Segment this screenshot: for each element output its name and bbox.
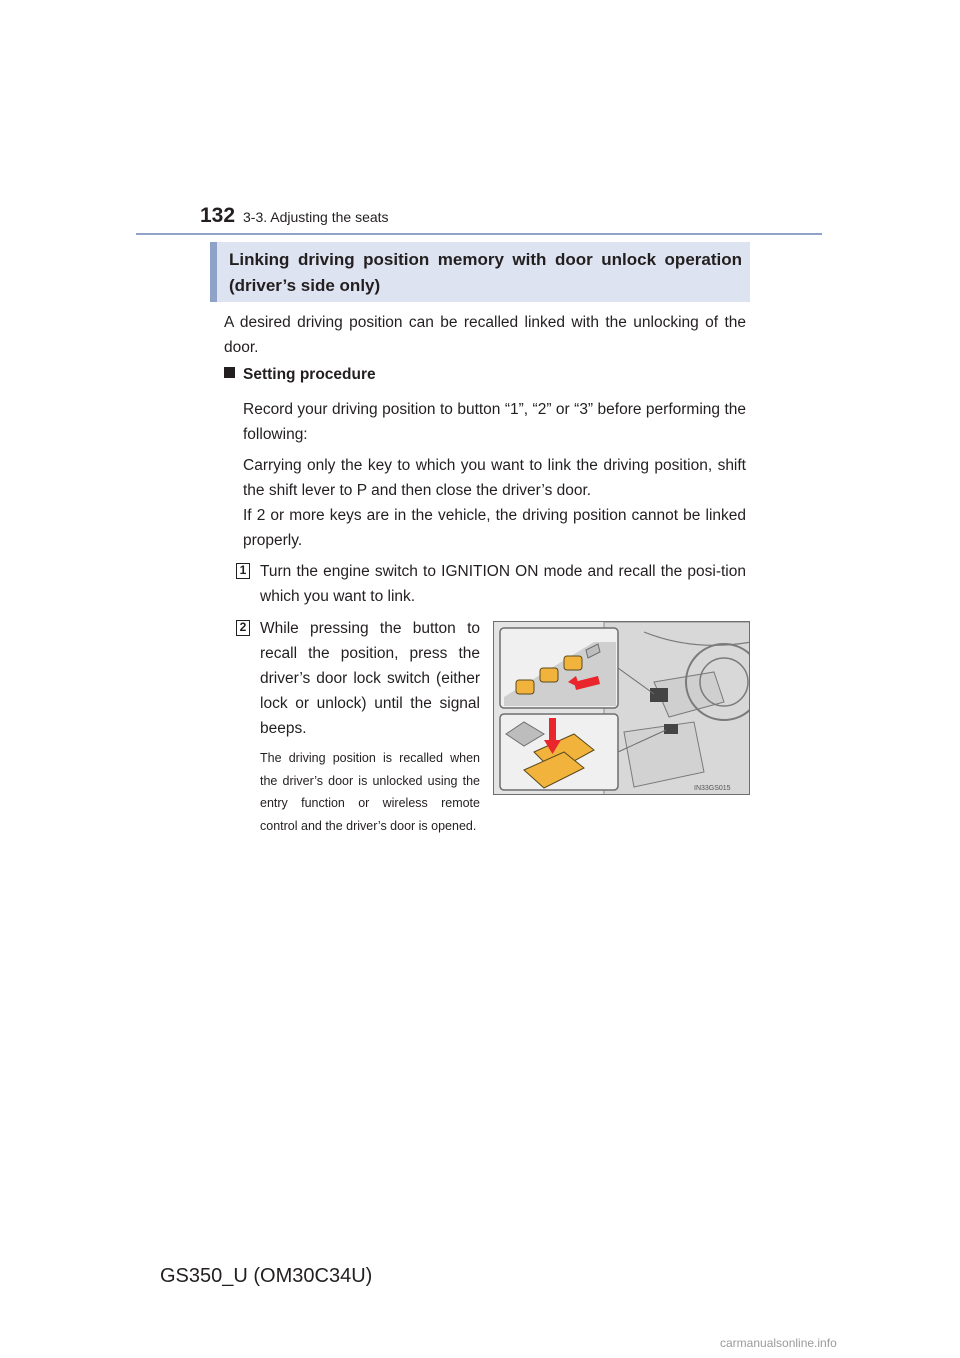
step-1-text: Turn the engine switch to IGNITION ON mode and recall the posi-tion which you want to link.	[260, 563, 746, 605]
header-divider	[136, 233, 822, 235]
section-reference: 3-3. Adjusting the seats	[243, 209, 389, 225]
setting-procedure-heading	[224, 366, 376, 384]
setting-procedure-label: Setting procedure	[243, 366, 376, 383]
watermark: carmanualsonline.info	[720, 1336, 837, 1350]
square-bullet-icon	[224, 367, 235, 378]
page-number: 132	[200, 204, 236, 227]
section-title-box	[210, 242, 750, 302]
step-2-badge: 2	[236, 620, 250, 636]
memory-button-1	[516, 680, 534, 694]
memory-button-2	[540, 668, 558, 682]
intro-paragraph: A desired driving position can be recalled linked with the unlocking of the door.	[224, 314, 746, 356]
section-title: Linking driving position memory with door unlock operation (driver’s side only)	[229, 250, 742, 295]
step-2-note: The driving position is recalled when the driver’s door is unlocked using the entry function or wireless remote control and the driver’s door is opened.	[260, 751, 480, 833]
step-1-badge: 1	[236, 563, 250, 579]
setting-paragraph-2: Carrying only the key to which you want to link the driving position, shift the shift lever to P and then close the driver’s door.	[243, 457, 746, 499]
setting-paragraph-1: Record your driving position to button “1”, “2” or “3” before performing the following:	[243, 401, 746, 443]
footer-model-code: GS350_U (OM30C34U)	[160, 1265, 373, 1287]
memory-button-3	[564, 656, 582, 670]
door-switch-illustration-svg	[494, 622, 750, 795]
door-switch-illustration	[493, 621, 750, 795]
step-2-text: While pressing the button to recall the position, press the driver’s door lock switch (either lock or unlock) until the signal beeps.	[260, 620, 480, 737]
illustration-code: IN33GS015	[694, 785, 731, 792]
setting-paragraph-3: If 2 or more keys are in the vehicle, the driving position cannot be linked properly.	[243, 507, 746, 549]
